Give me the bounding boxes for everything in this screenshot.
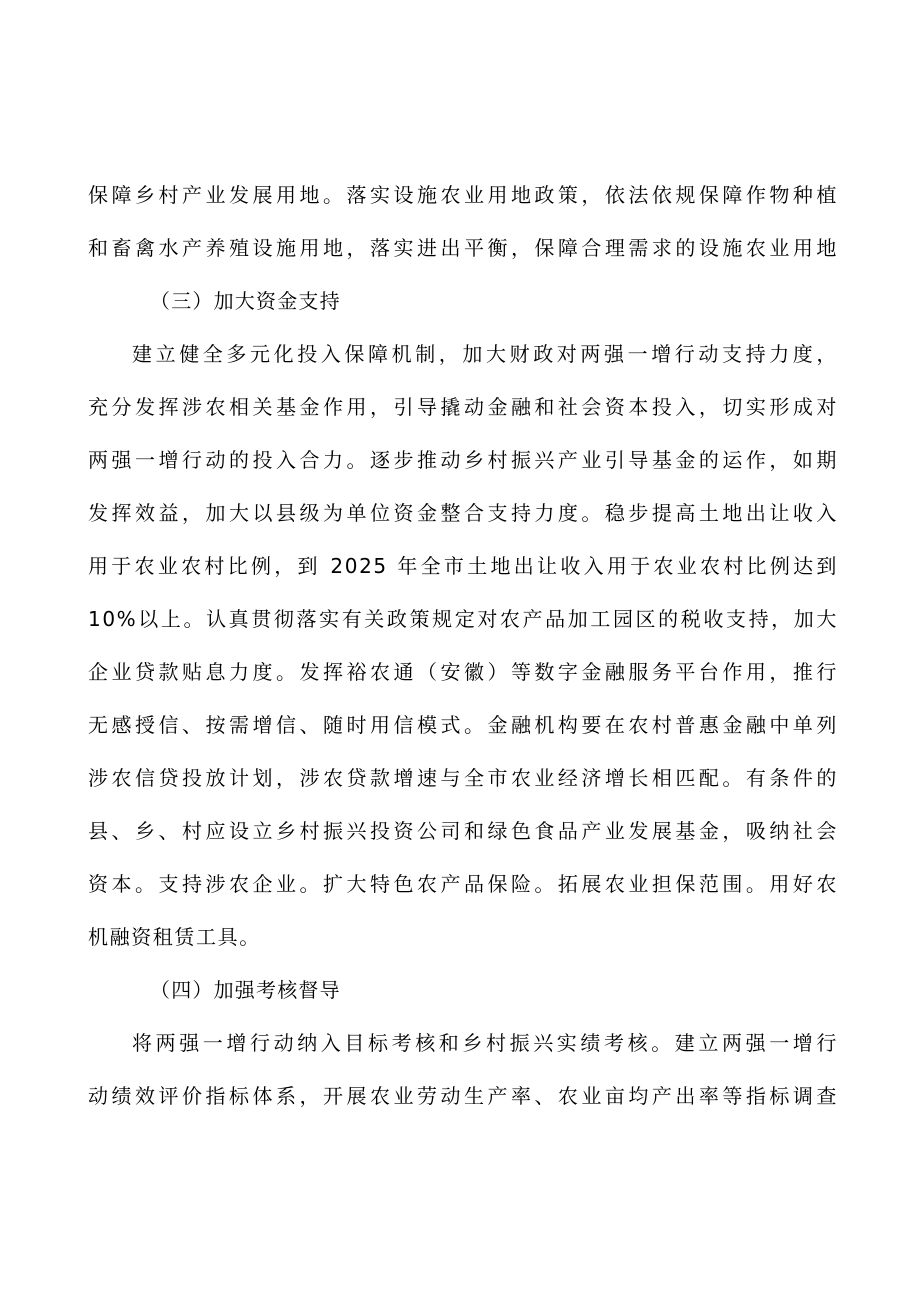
paragraph-line: 机融资租赁工具。 [88, 925, 261, 949]
paragraph-line: 涉农信贷投放计划，涉农贷款增速与全市农业经济增长相匹配。有条件的 [88, 766, 838, 790]
paragraph-line: 两强一增行动的投入合力。逐步推动乡村振兴产业引导基金的运作，如期 [88, 448, 838, 472]
paragraph-line: 将两强一增行动纳入目标考核和乡村振兴实绩考核。建立两强一增行 [132, 1031, 838, 1055]
section-heading-4: （四）加强考核督导 [150, 978, 341, 1002]
paragraph-line: 用于农业农村比例，到 2025 年全市土地出让收入用于农业农村比例达到 [88, 554, 838, 578]
paragraph-line: 发挥效益，加大以县级为单位资金整合支持力度。稳步提高土地出让收入 [88, 501, 838, 525]
paragraph-line: 保障乡村产业发展用地。落实设施农业用地政策，依法依规保障作物种植 [88, 183, 838, 207]
paragraph-line: 10%以上。认真贯彻落实有关政策规定对农产品加工园区的税收支持，加大 [88, 607, 838, 631]
paragraph-line: 无感授信、按需增信、随时用信模式。金融机构要在农村普惠金融中单列 [88, 713, 838, 737]
paragraph-line: 动绩效评价指标体系，开展农业劳动生产率、农业亩均产出率等指标调查 [88, 1084, 838, 1108]
paragraph-line: 和畜禽水产养殖设施用地，落实进出平衡，保障合理需求的设施农业用地 [88, 236, 838, 260]
paragraph-line: 资本。支持涉农企业。扩大特色农产品保险。拓展农业担保范围。用好农 [88, 872, 838, 896]
paragraph-line: 企业贷款贴息力度。发挥裕农通（安徽）等数字金融服务平台作用，推行 [88, 660, 838, 684]
paragraph-line: 县、乡、村应设立乡村振兴投资公司和绿色食品产业发展基金，吸纳社会 [88, 819, 838, 843]
section-heading-3: （三）加大资金支持 [150, 289, 341, 313]
paragraph-line: 充分发挥涉农相关基金作用，引导撬动金融和社会资本投入，切实形成对 [88, 395, 838, 419]
paragraph-line: 建立健全多元化投入保障机制，加大财政对两强一增行动支持力度， [132, 342, 838, 366]
